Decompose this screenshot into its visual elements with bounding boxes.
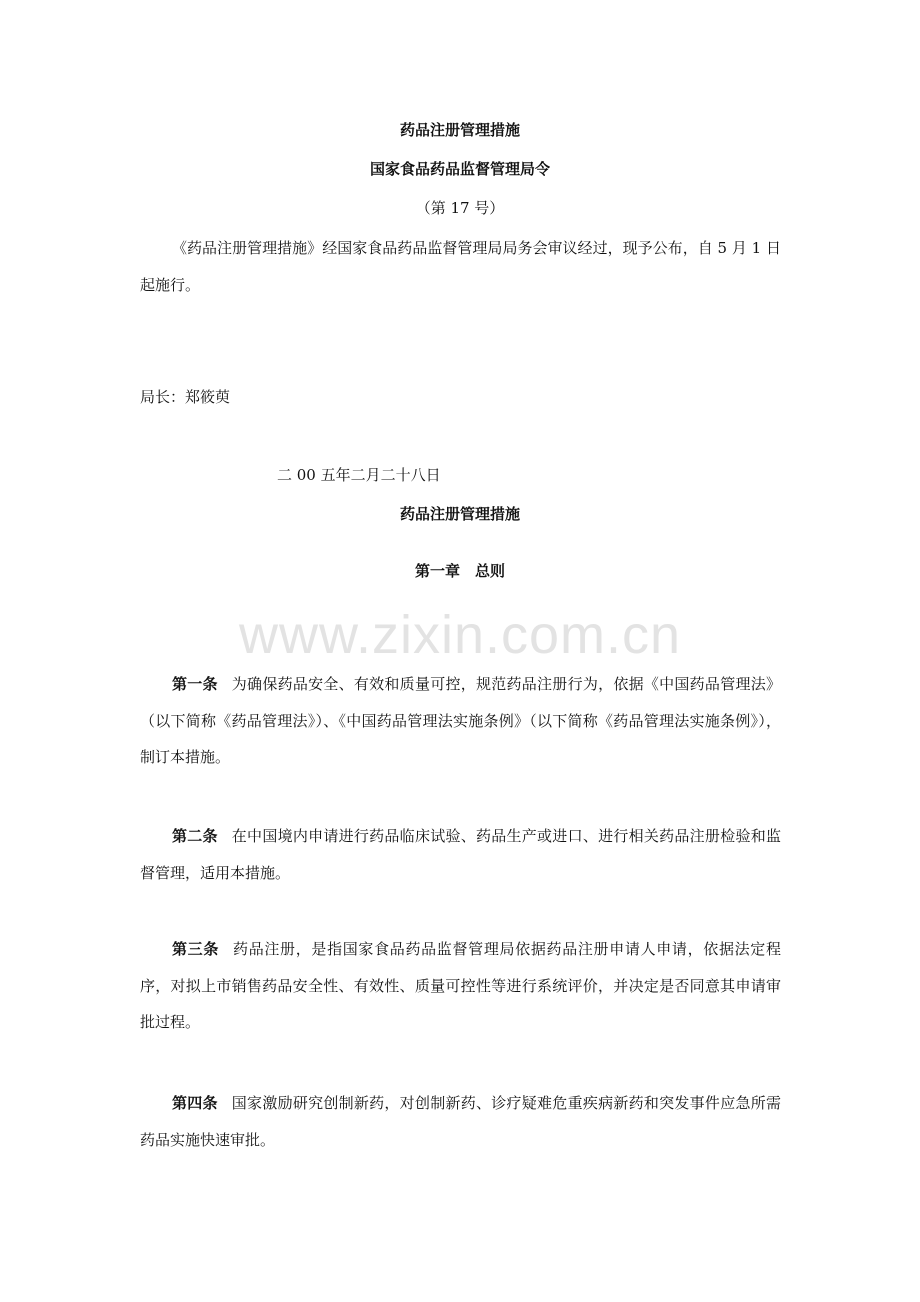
chapter-heading: 第一章 总则 <box>414 562 505 580</box>
order-number: （第 17 号） <box>415 199 505 217</box>
promulgation-paragraph: 《药品注册管理措施》经国家食品药品监督管理局局务会审议经过，现予公布，自 5 月 1 日起施行。 <box>140 239 781 294</box>
article-label: 第三条 <box>172 940 220 958</box>
signature: 局长：郑筱萸 <box>140 388 231 406</box>
article-text: 国家激励研究创制新药，对创制新药、诊疗疑难危重疾病新药和突发事件应急所需药品实施快速审批。 <box>140 1094 781 1149</box>
article-label: 第一条 <box>172 675 218 693</box>
article-4 <box>140 1085 781 1158</box>
regulation-title: 药品注册管理措施 <box>399 505 520 523</box>
article-text: 为确保药品安全、有效和质量可控，规范药品注册行为，依据《中国药品管理法》（以下简称《药品管理法》）、《中国药品管理法实施条例》（以下简称《药品管理法实施条例》），制订本措施。 <box>140 675 781 766</box>
issue-date: 二 00 五年二月二十八日 <box>277 466 441 484</box>
article-2 <box>140 818 781 891</box>
article-1 <box>140 666 781 776</box>
document-title: 药品注册管理措施 <box>399 121 520 139</box>
article-text: 在中国境内申请进行药品临床试验、药品生产或进口、进行相关药品注册检验和监督管理，适用本措施。 <box>140 827 781 882</box>
order-title: 国家食品药品监督管理局令 <box>369 160 550 178</box>
watermark-text: www.zixin.com.cn <box>238 605 682 665</box>
article-text: 药品注册，是指国家食品药品监督管理局依据药品注册申请人申请，依据法定程序，对拟上市销售药品安全性、有效性、质量可控性等进行系统评价，并决定是否同意其申请审批过程。 <box>140 940 781 1031</box>
article-label: 第四条 <box>172 1094 218 1112</box>
article-label: 第二条 <box>172 827 218 845</box>
article-3 <box>140 931 781 1041</box>
